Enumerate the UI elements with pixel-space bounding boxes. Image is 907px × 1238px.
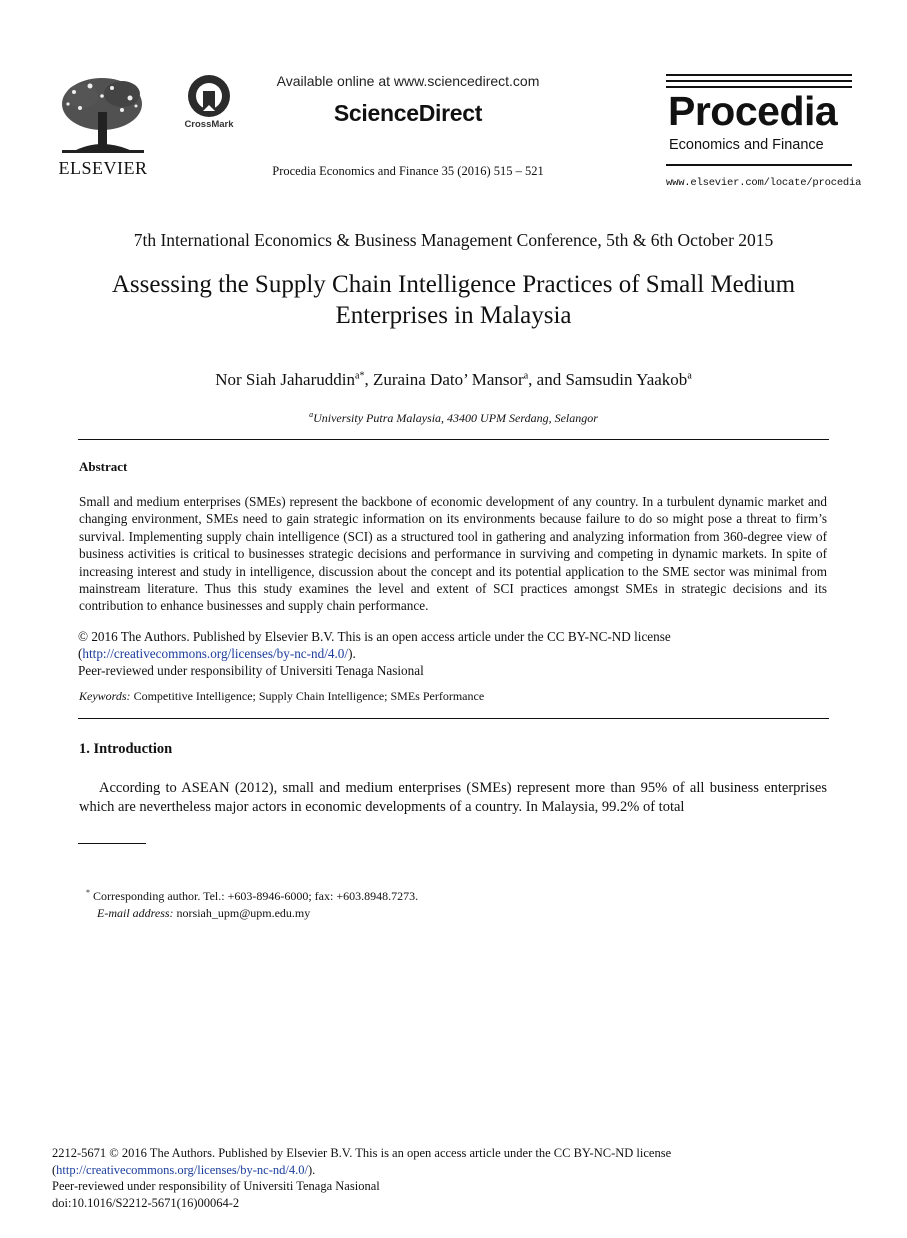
footnote-rule — [78, 843, 146, 844]
footer-paren-open: ( — [52, 1162, 57, 1177]
author-2-affil: a — [523, 370, 529, 382]
abstract-heading: Abstract — [79, 459, 128, 474]
footnote-corresponding — [86, 884, 786, 905]
affiliation-mark: a — [309, 410, 314, 419]
conference-line: 7th International Economics & Business Management Conference, 5th & 6th October 2015 — [133, 230, 774, 250]
footer-issn-license: 2212-5671 © 2016 The Authors. Published by Elsevier B.V. This is an open access article under the CC BY-NC-ND license — [52, 1146, 672, 1160]
footer-url-line — [52, 1162, 852, 1179]
license-url-link[interactable]: http://creativecommons.org/licenses/by-nc-nd/4.0/ — [82, 646, 349, 661]
procedia-rule-top-1 — [666, 74, 852, 76]
footnote-email — [86, 905, 786, 922]
divider-bottom — [78, 718, 829, 719]
license-block — [78, 628, 828, 679]
journal-reference: Procedia Economics and Finance 35 (2016) 515 – 521 — [272, 164, 544, 178]
crossmark-label: CrossMark — [184, 119, 234, 130]
peer-review-line: Peer-reviewed under responsibility of Universiti Tenaga Nasional — [78, 663, 424, 678]
author-list — [40, 370, 867, 390]
abstract-text: Small and medium enterprises (SMEs) represent the backbone of economic development of any country. In a turbulent dynamic market and changing environment, SMEs need to gain strategic information on its environments because failure to do so might pose a threat to firm’s survival. Implementing supply chain intelligence (SCI) as a structured tool in gathering and analyzing information from 360-degree view of business activities is critical to businesses strategic decisions and performance in surviving and competing in dynamic markets. In spite of increasing interest and study in intelligence, discussion about the concept and its potential application to the SME sector was minimal from mainstream literature. Thus this study examines the level and extent of SCI practices amongst SMEs in strategic decisions and its contribution to enhance businesses and supply chain performance. — [79, 494, 827, 614]
footnote-email-address[interactable]: norsiah_upm@upm.edu.my — [176, 906, 311, 920]
author-sep-2: , and — [528, 370, 566, 389]
license-paren-close: ). — [348, 646, 356, 661]
affiliation — [40, 410, 867, 426]
affiliation-text: University Putra Malaysia, 43400 UPM Serdang, Selangor — [313, 411, 598, 425]
paper-title — [40, 269, 867, 331]
introduction-text: According to ASEAN (2012), small and medium enterprises (SMEs) represent more than 95% of all business enterprises which are nevertheless major actors in economic developments of a country. In Malaysia, 99.2% of total — [79, 780, 827, 815]
footer-peer-review: Peer-reviewed under responsibility of Universiti Tenaga Nasional — [52, 1179, 380, 1193]
footnote-mark: * — [86, 888, 90, 897]
procedia-logo — [666, 74, 862, 192]
author-1: Nor Siah Jaharuddin — [215, 370, 355, 389]
license-paren-open: ( — [78, 646, 83, 661]
available-online: Available online at www.sciencedirect.com — [276, 73, 540, 89]
license-line: © 2016 The Authors. Published by Elsevier B.V. This is an open access article under the CC BY-NC-ND license — [78, 629, 671, 644]
publisher-name: ELSEVIER — [58, 158, 148, 178]
elsevier-tree-icon — [52, 74, 154, 158]
elsevier-logo — [52, 74, 154, 178]
footnote — [86, 884, 786, 922]
page-footer — [52, 1145, 852, 1211]
keywords — [79, 689, 829, 704]
license-url-line — [78, 645, 828, 662]
footer-paren-close: ). — [307, 1162, 316, 1177]
author-3-affil: a — [687, 370, 692, 382]
paper-title-line-1: Assessing the Supply Chain Intelligence Practices of Small Medium — [111, 271, 796, 298]
divider-top — [78, 439, 829, 440]
procedia-rule-top-2 — [666, 80, 852, 82]
procedia-subtitle: Economics and Finance — [669, 137, 824, 153]
sciencedirect-brand: ScienceDirect — [333, 100, 483, 126]
author-1-affil: a* — [355, 370, 365, 382]
footer-license-link[interactable]: http://creativecommons.org/licenses/by-nc-nd/4.0/ — [56, 1162, 308, 1177]
keywords-label: Keywords: — [79, 689, 131, 703]
footer-doi[interactable]: doi:10.1016/S2212-5671(16)00064-2 — [52, 1195, 240, 1210]
author-3: Samsudin Yaakob — [565, 370, 688, 389]
procedia-title: Procedia — [668, 88, 838, 134]
footnote-email-label: E-mail address: — [97, 906, 174, 920]
paper-title-line-2: Enterprises in Malaysia — [335, 302, 572, 329]
footnote-corresponding-text: Corresponding author. Tel.: +603-8946-6000; fax: +603.8948.7273. — [93, 889, 419, 903]
author-sep-1: , — [364, 370, 373, 389]
section-heading-introduction: 1. Introduction — [79, 741, 173, 757]
keywords-list: Competitive Intelligence; Supply Chain Intelligence; SMEs Performance — [133, 689, 485, 703]
procedia-rule-bottom — [666, 164, 852, 166]
procedia-url[interactable]: www.elsevier.com/locate/procedia — [666, 177, 862, 189]
author-2: Zuraina Dato’ Mansor — [372, 370, 524, 389]
